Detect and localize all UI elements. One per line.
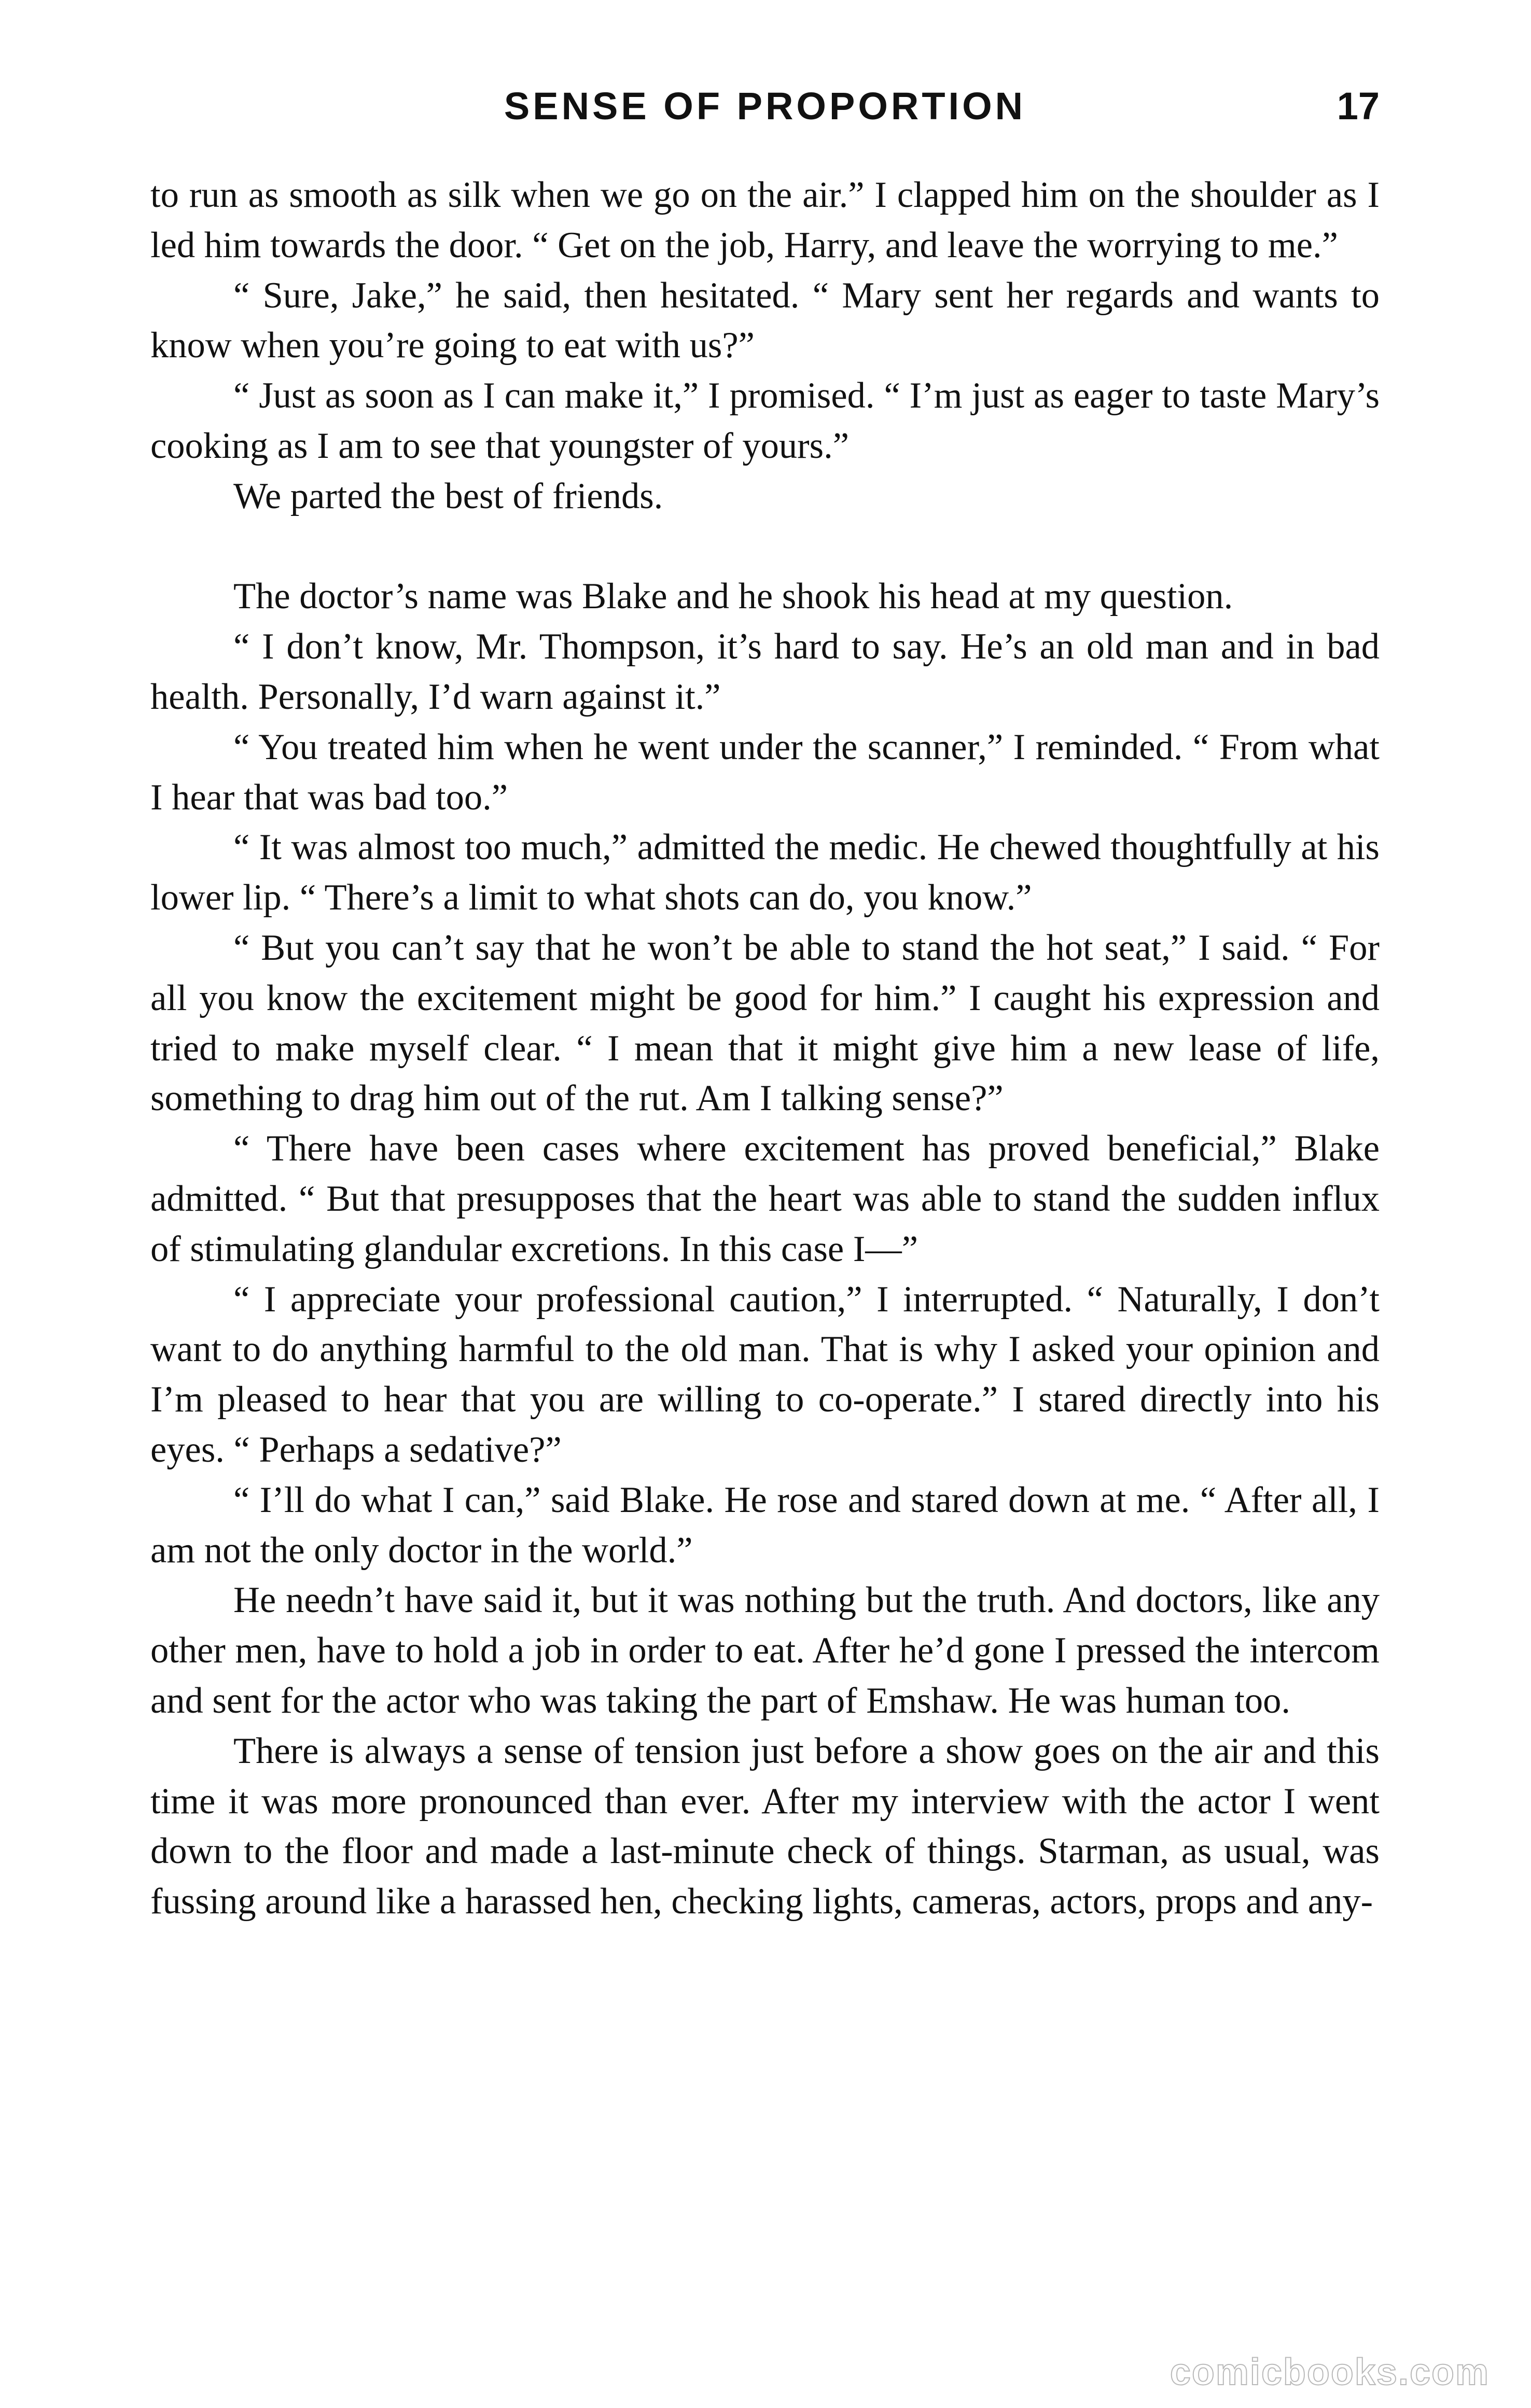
body-text — [150, 170, 1380, 1927]
paragraph: We parted the best of friends. — [233, 475, 663, 516]
paragraph: He needn’t have said it, but it was nothing but the truth. And doctors, like any other men, have to hold a job in order to eat. After he’d gone I pressed the intercom and sent for the actor who was taking the part of Emshaw. He was human too. — [150, 1580, 1380, 1721]
paragraph: “ It was almost too much,” admitted the medic. He chewed thoughtfully at his lower lip. “ There’s a limit to what shots can do, you know.” — [150, 827, 1380, 918]
watermark: comicbooks.com — [1170, 2351, 1490, 2393]
running-title: SENSE OF PROPORTION — [504, 85, 1026, 128]
paragraph: to run as smooth as silk when we go on the air.” I clapped him on the shoulder as I led him towards the door. “ Get on the job, Harry, and leave the worrying to me.” — [150, 175, 1380, 265]
paragraph: “ I’ll do what I can,” said Blake. He rose and stared down at me. “ After all, I am not the only doctor in the world.” — [150, 1479, 1380, 1571]
paragraph: “ Just as soon as I can make it,” I promised. “ I’m just as eager to taste Mary’s cooking as I am to see that youngster of yours.” — [150, 375, 1380, 466]
paragraph: “ You treated him when he went under the scanner,” I reminded. “ From what I hear that was bad too.” — [150, 726, 1380, 818]
paragraph: “ I appreciate your professional caution,” I interrupted. “ Naturally, I don’t want to do anything harmful to the old man. That is why I asked your opinion and I’m pleased to hear that you are willing to co-operate.” I stared directly into his eyes. “ Perhaps a sedative?” — [150, 1279, 1380, 1470]
paragraph: “ Sure, Jake,” he said, then hesitated. “ Mary sent her regards and wants to know when you’re going to eat with us?” — [150, 275, 1380, 366]
paragraph: “ There have been cases where excitement has proved beneficial,” Blake admitted. “ But that presupposes that the heart was able to stand the sudden influx of stimulating glandular excretions. In this case I—” — [150, 1128, 1380, 1269]
running-head — [150, 78, 1380, 135]
paragraph: “ But you can’t say that he won’t be able to stand the hot seat,” I said. “ For all you know the excitement might be good for him.” I caught his expression and tried to make myself clear. “ I mean that it might give him a new lease of life, something to drag him out of the rut. Am I talking sense?” — [150, 927, 1380, 1119]
page-number: 17 — [1337, 85, 1380, 128]
paragraph: “ I don’t know, Mr. Thompson, it’s hard to say. He’s an old man and in bad health. Personally, I’d warn against it.” — [150, 626, 1380, 717]
paragraph: There is always a sense of tension just before a show goes on the air and this time it was more pronounced than ever. After my interview with the actor I went down to the floor and made a last-minute check of things. Starman, as usual, was fussing around like a harassed hen, checking lights, cameras, actors, props and any- — [150, 1730, 1380, 1922]
paragraph: The doctor’s name was Blake and he shook his head at my question. — [233, 576, 1233, 617]
